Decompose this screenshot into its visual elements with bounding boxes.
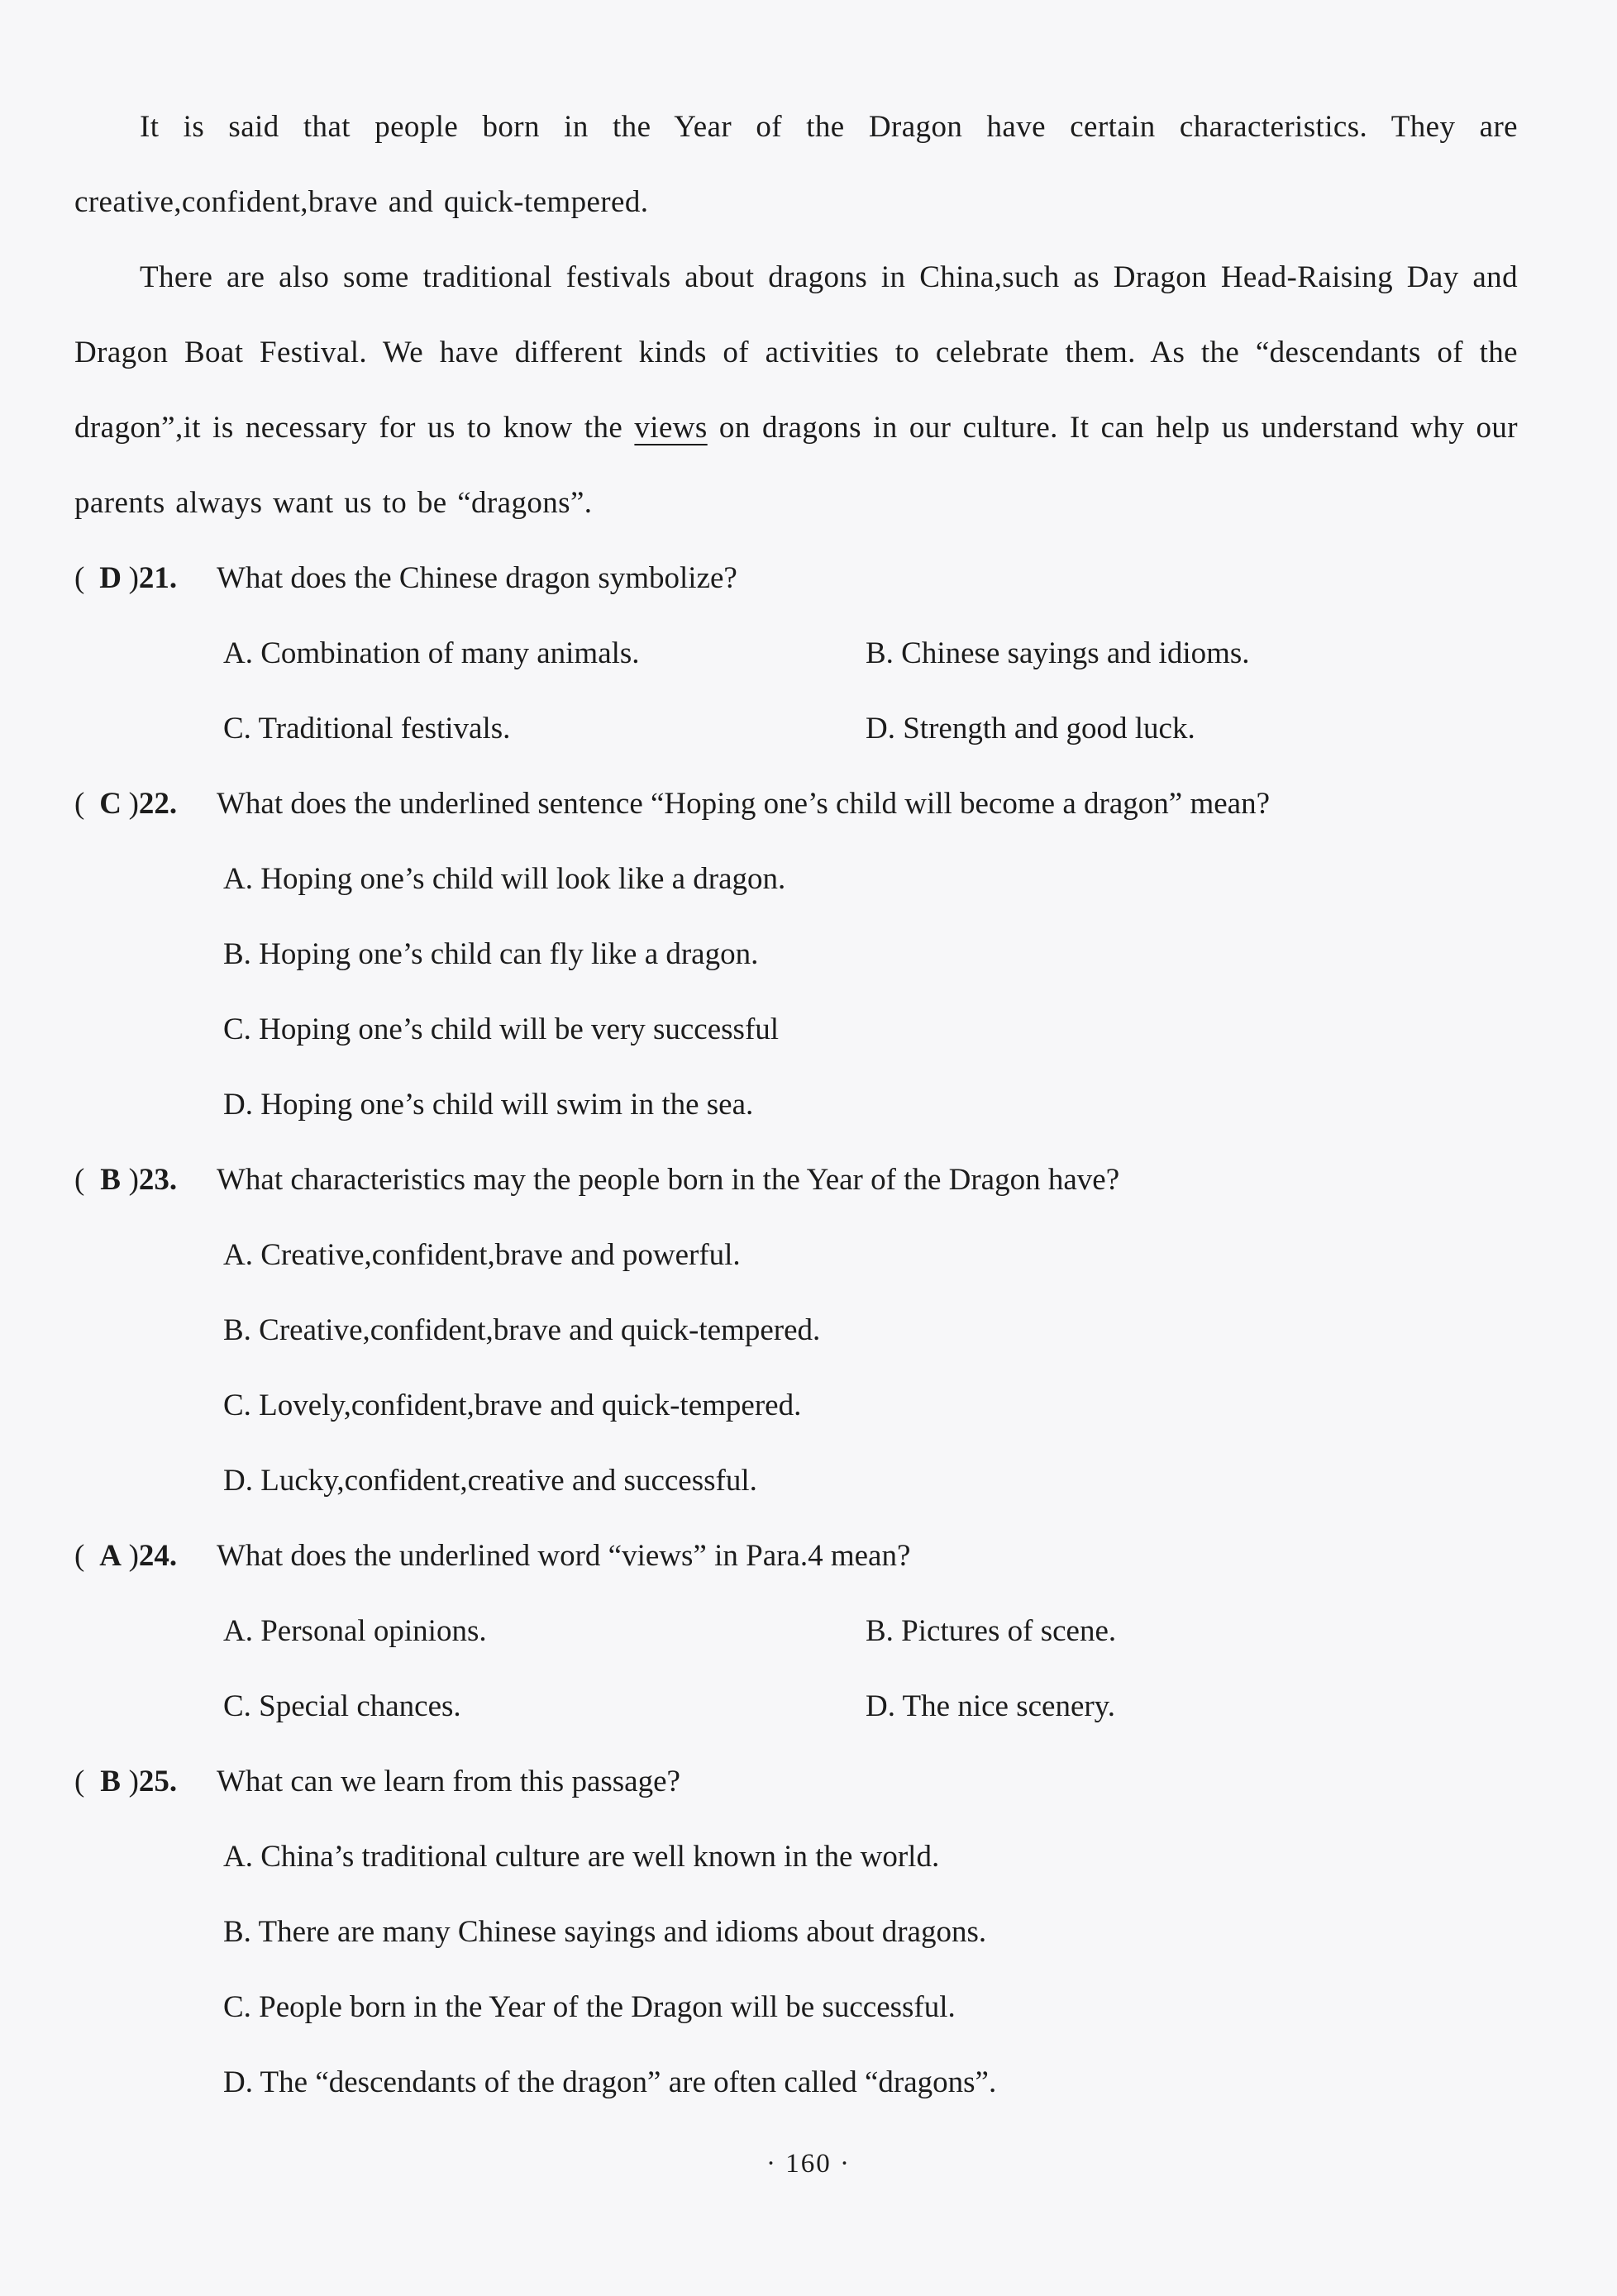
option-d: D. Hoping one’s child will swim in the sea. [223,1088,754,1122]
question-25 [74,1744,1518,1819]
option-a: A. China’s traditional culture are well known in the world. [223,1840,940,1874]
option-b: B. Hoping one’s child can fly like a dragon. [223,937,759,971]
option-c: C. Special chances. [223,1689,461,1723]
question-text: What does the underlined sentence “Hoping one’s child will become a dragon” mean? [217,787,1270,821]
question-number: 21. [138,561,178,595]
paragraph-text: on dragons in our culture. It can help us understand why our parents always want us to be “dragons”. [74,411,1518,520]
question-number: 23. [138,1163,178,1197]
question-23 [74,1142,1518,1217]
question-22 [74,766,1518,841]
underlined-word-views: views [634,411,708,445]
answer-bracket: ( D )21. [74,541,217,616]
question-text: What does the Chinese dragon symbolize? [217,561,737,595]
option-a: A. Creative,confident,brave and powerful. [223,1238,741,1272]
option-b: B. Pictures of scene. [866,1614,1117,1648]
option-d: D. The nice scenery. [866,1689,1116,1723]
paragraph-characteristics: It is said that people born in the Year of the Dragon have certain characteristics. They are creative,confident,brave and quick-tempered. [74,110,1518,219]
option-b: B. There are many Chinese sayings and idioms about dragons. [223,1915,987,1949]
answer-bracket: ( C )22. [74,766,217,841]
options-24 [74,1593,1518,1744]
option-d: D. Lucky,confident,creative and successful. [223,1464,757,1498]
paragraph-text: There are also some traditional festivals about dragons in China,such as Dragon Head-Raising Day and Dragon Boat Festival. We have different kinds of activities to celebrate them. As the “descendants of the dragon”,it is necessary for us to know the [74,260,1518,445]
option-a: A. Hoping one’s child will look like a dragon. [223,862,786,896]
option-a: A. Personal opinions. [223,1614,487,1648]
option-a: A. Combination of many animals. [223,636,640,670]
option-b: B. Chinese sayings and idioms. [866,636,1250,670]
options-23 [74,1217,1518,1518]
answer-letter: A [99,1539,122,1573]
answer-letter: C [99,787,122,821]
option-c: C. People born in the Year of the Dragon will be successful. [223,1990,956,2024]
paragraph-festivals [74,240,1518,541]
question-number: 25. [138,1765,178,1798]
option-d: D. Strength and good luck. [866,712,1195,745]
answer-bracket: ( A )24. [74,1518,217,1593]
question-21 [74,541,1518,616]
option-c: C. Hoping one’s child will be very successful [223,1012,780,1046]
answer-letter: D [99,561,122,595]
question-number: 24. [138,1539,178,1573]
options-21 [74,616,1518,766]
option-d: D. The “descendants of the dragon” are often called “dragons”. [223,2065,997,2099]
document-page [74,89,1518,2120]
options-22 [74,841,1518,1142]
question-text: What can we learn from this passage? [217,1765,680,1798]
option-c: C. Lovely,confident,brave and quick-tempered. [223,1389,802,1422]
question-text: What characteristics may the people born in the Year of the Dragon have? [217,1163,1120,1197]
question-text: What does the underlined word “views” in Para.4 mean? [217,1539,911,1573]
question-24 [74,1518,1518,1593]
answer-bracket: ( B )23. [74,1142,217,1217]
option-b: B. Creative,confident,brave and quick-tempered. [223,1313,821,1347]
answer-letter: B [100,1163,121,1197]
page-number: · 160 · [766,2149,851,2179]
question-number: 22. [138,787,178,821]
answer-bracket: ( B )25. [74,1744,217,1819]
answer-letter: B [100,1765,121,1798]
options-25 [74,1819,1518,2120]
option-c: C. Traditional festivals. [223,712,511,745]
